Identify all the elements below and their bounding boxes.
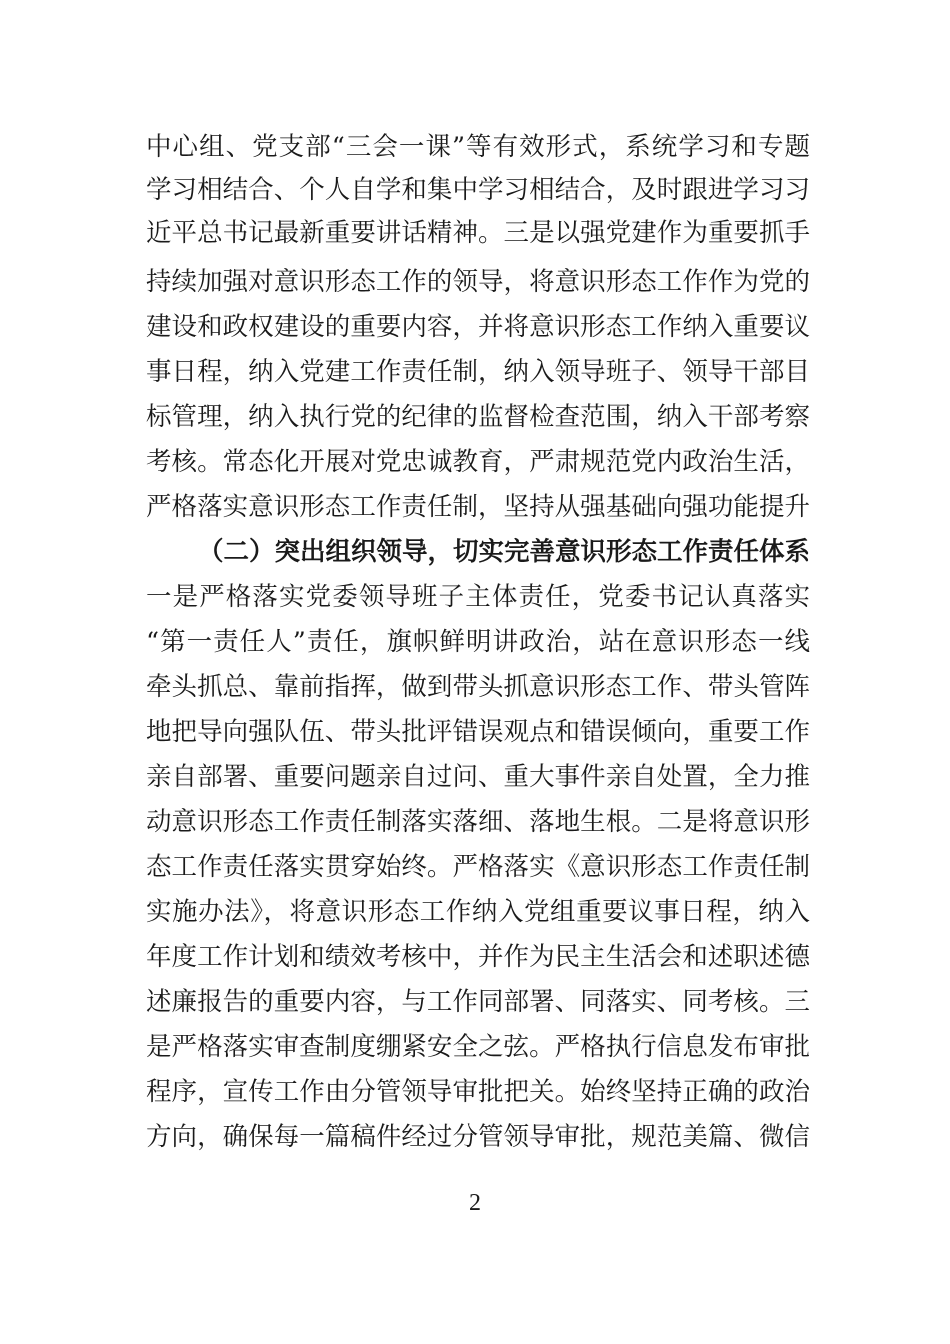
body-text-line: 建设和政权建设的重要内容，并将意识形态工作纳入重要议 [146, 312, 810, 342]
body-text-line: 述廉报告的重要内容，与工作同部署、同落实、同考核。三 [146, 987, 810, 1017]
body-text-line: 是严格落实审查制度绷紧安全之弦。严格执行信息发布审批 [146, 1032, 810, 1062]
body-text-line: 程序，宣传工作由分管领导审批把关。始终坚持正确的政治 [146, 1077, 810, 1107]
body-text-line: 亲自部署、重要问题亲自过问、重大事件亲自处置，全力推 [146, 762, 810, 792]
body-text-line: 动意识形态工作责任制落实落细、落地生根。二是将意识形 [146, 807, 810, 837]
body-text-line: 标管理，纳入执行党的纪律的监督检查范围，纳入干部考察 [146, 402, 810, 432]
section-heading: （二）突出组织领导，切实完善意识形态工作责任体系 [198, 537, 811, 567]
body-text-line: 年度工作计划和绩效考核中，并作为民主生活会和述职述德 [146, 942, 810, 972]
body-text-line: 严格落实意识形态工作责任制，坚持从强基础向强功能提升 [146, 492, 810, 522]
body-text-line: 方向，确保每一篇稿件经过分管领导审批，规范美篇、微信 [146, 1122, 810, 1152]
page-number: 2 [469, 1190, 481, 1216]
body-text-line: 近平总书记最新重要讲话精神。三是以强党建作为重要抓手 [146, 218, 810, 248]
body-text-line: 学习相结合、个人自学和集中学习相结合，及时跟进学习习 [146, 175, 810, 205]
body-text-line: 实施办法》，将意识形态工作纳入党组重要议事日程，纳入 [146, 897, 810, 927]
body-text-line: 牵头抓总、靠前指挥，做到带头抓意识形态工作、带头管阵 [146, 672, 810, 702]
body-text-line: 地把导向强队伍、带头批评错误观点和错误倾向，重要工作 [146, 717, 810, 747]
body-text-line: “第一责任人”责任，旗帜鲜明讲政治，站在意识形态一线 [146, 627, 810, 657]
body-text-line: 一是严格落实党委领导班子主体责任，党委书记认真落实 [146, 582, 810, 612]
body-text-line: 态工作责任落实贯穿始终。严格落实《意识形态工作责任制 [146, 852, 810, 882]
body-text-line: 事日程，纳入党建工作责任制，纳入领导班子、领导干部目 [146, 357, 810, 387]
body-text-line: 持续加强对意识形态工作的领导，将意识形态工作作为党的 [146, 267, 810, 297]
body-text-line: 中心组、党支部“三会一课”等有效形式，系统学习和专题 [146, 132, 810, 162]
body-text-line: 考核。常态化开展对党忠诚教育，严肃规范党内政治生活， [146, 447, 810, 477]
